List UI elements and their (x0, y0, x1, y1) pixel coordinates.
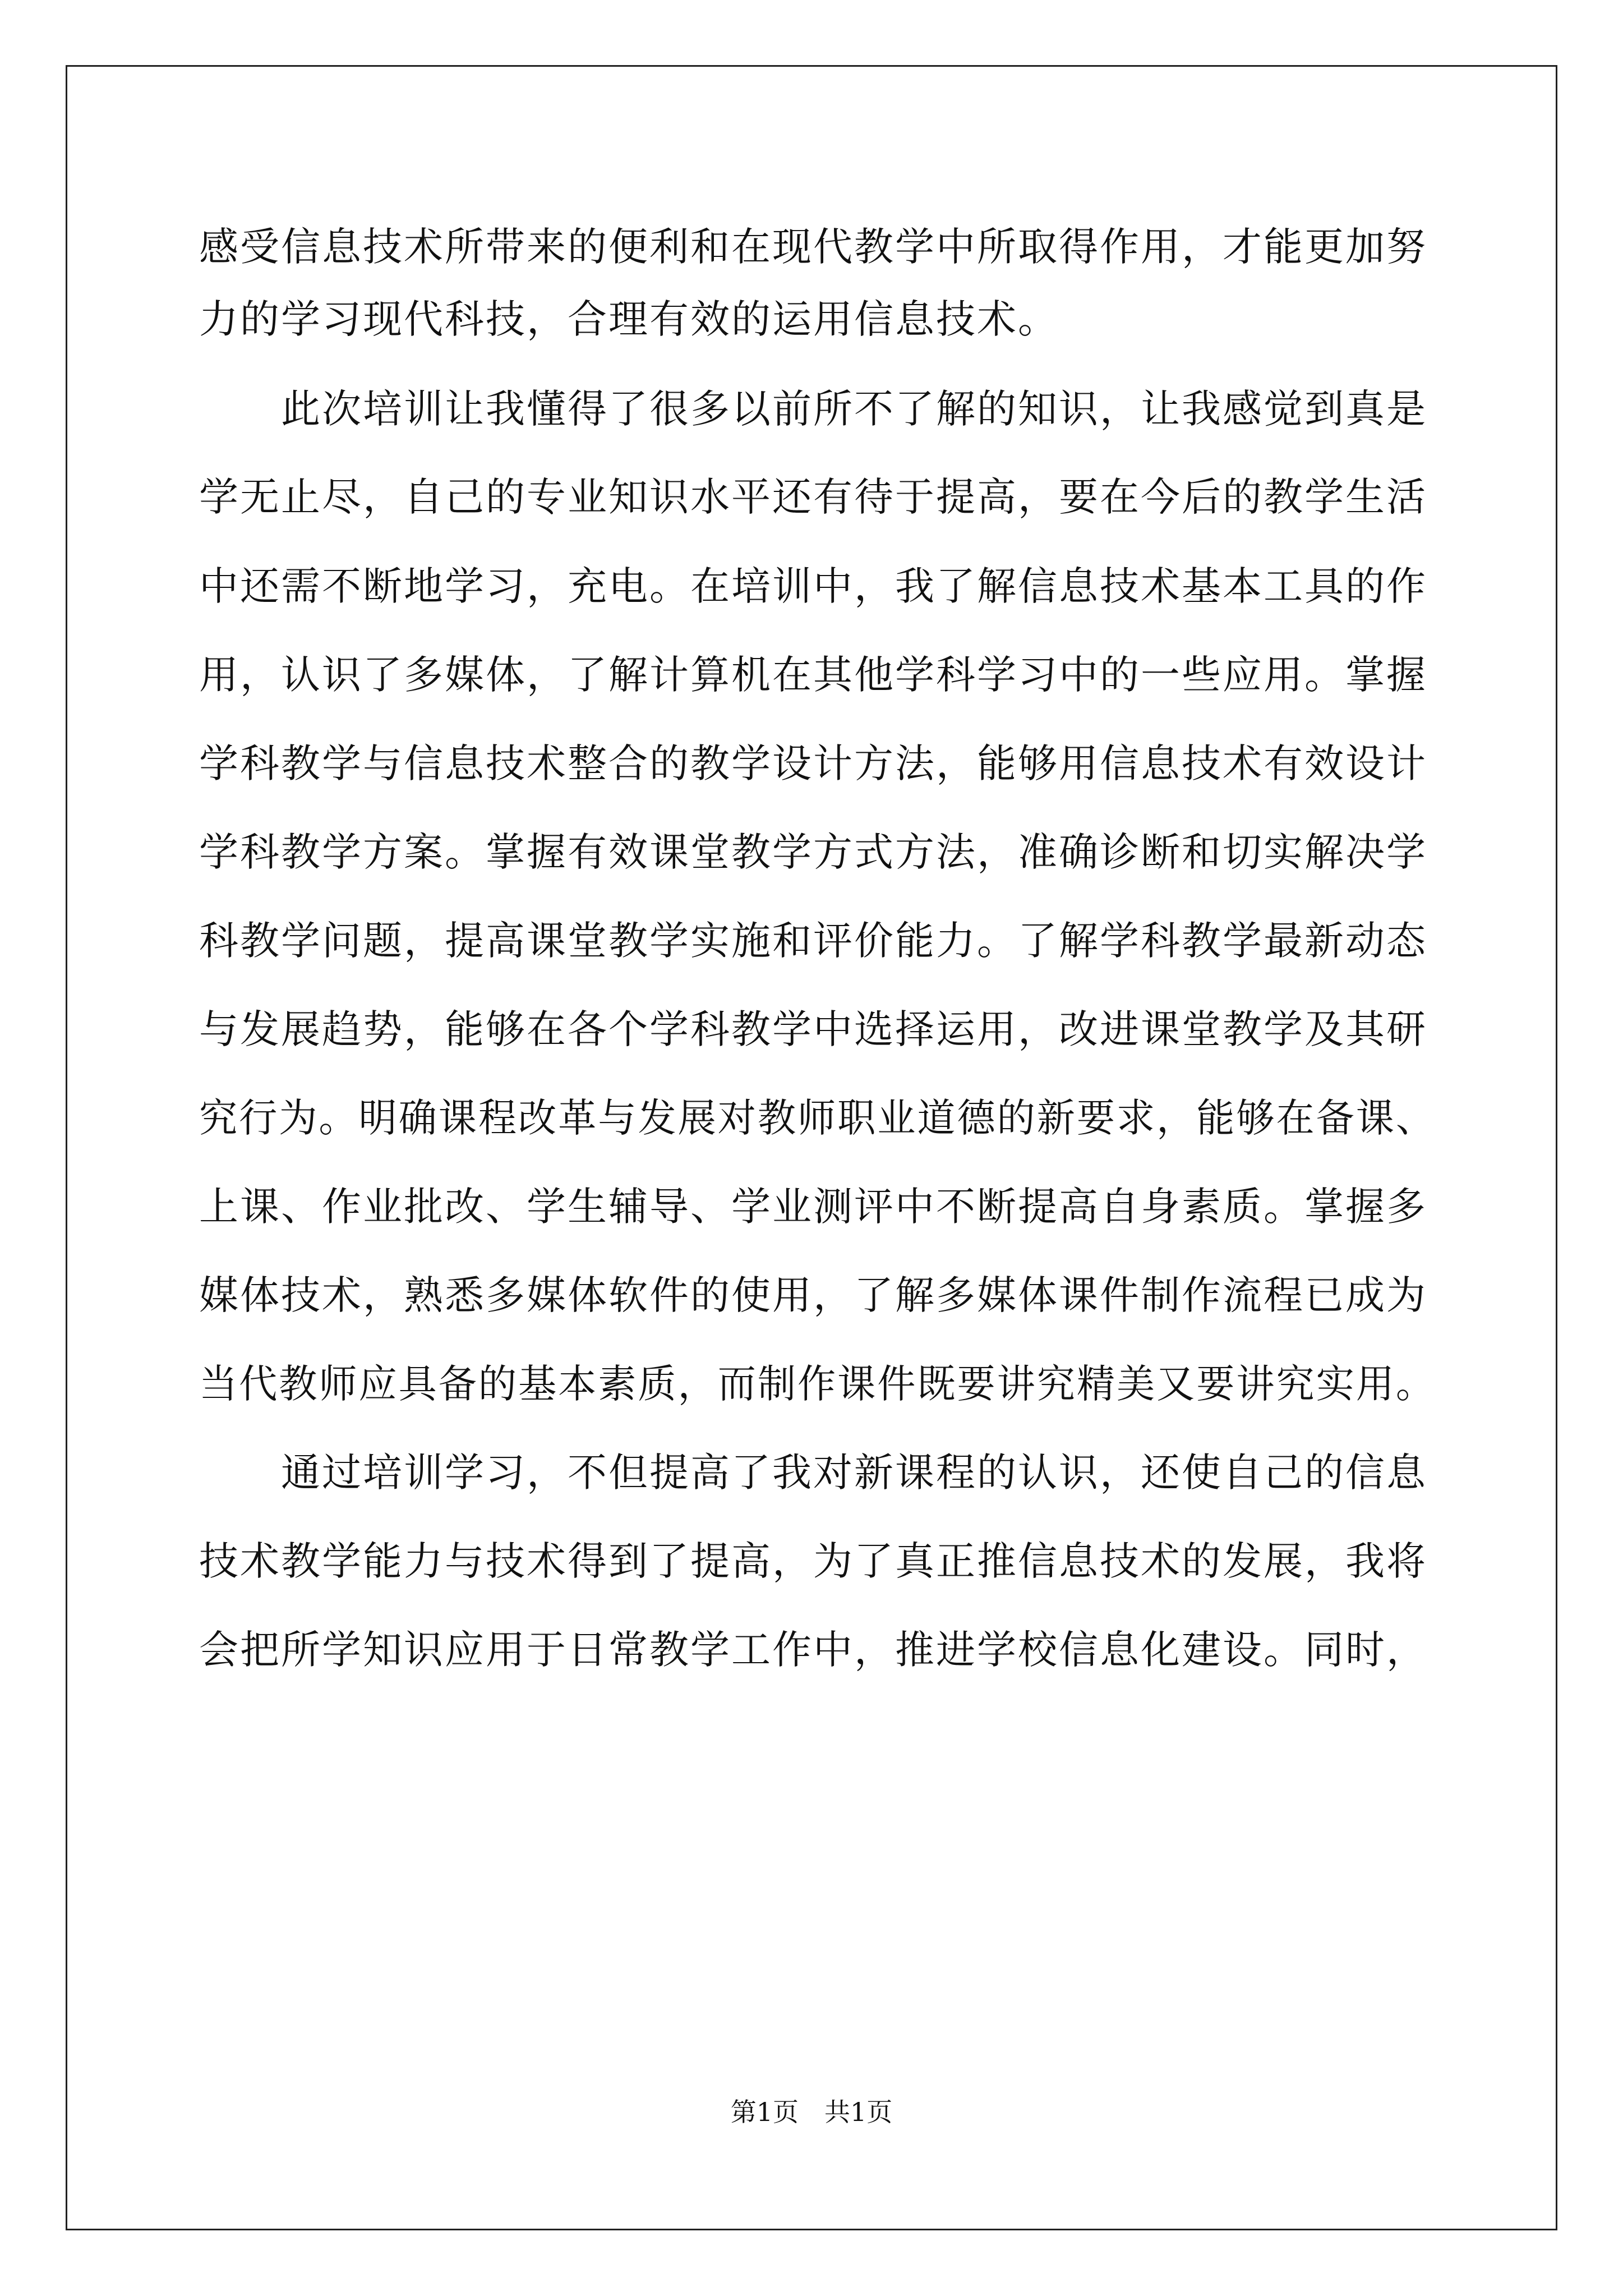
page-number-footer: 第1页 共1页 (730, 2097, 893, 2127)
text-line: 会把所学知识应用于日常教学工作中，推进学校信息化建设。同时， (199, 1627, 1427, 1673)
text-line: 与发展趋势，能够在各个学科教学中选择运用，改进课堂教学及其研 (199, 1006, 1427, 1052)
text-line: 通过培训学习，不但提高了我对新课程的认识，还使自己的信息 (199, 1450, 1427, 1496)
text-line: 此次培训让我懂得了很多以前所不了解的知识，让我感觉到真是 (199, 386, 1427, 432)
text-line: 学无止尽，自己的专业知识水平还有待于提高，要在今后的教学生活 (199, 474, 1427, 520)
text-line: 学科教学方案。掌握有效课堂教学方式方法，准确诊断和切实解决学 (199, 829, 1427, 875)
text-line: 感受信息技术所带来的便利和在现代教学中所取得作用，才能更加努 (199, 224, 1427, 270)
text-line: 力的学习现代科技，合理有效的运用信息技术。 (199, 296, 1059, 342)
text-line: 用，认识了多媒体，了解计算机在其他学科学习中的一些应用。掌握 (199, 652, 1427, 698)
text-line: 学科教学与信息技术整合的教学设计方法，能够用信息技术有效设计 (199, 740, 1427, 786)
text-line: 当代教师应具备的基本素质，而制作课件既要讲究精美又要讲究实用。 (199, 1361, 1436, 1407)
text-line: 科教学问题，提高课堂教学实施和评价能力。了解学科教学最新动态 (199, 918, 1427, 964)
text-line: 中还需不断地学习，充电。在培训中，我了解信息技术基本工具的作 (199, 563, 1427, 609)
text-line: 技术教学能力与技术得到了提高，为了真正推信息技术的发展，我将 (199, 1538, 1427, 1584)
text-line: 究行为。明确课程改革与发展对教师职业道德的新要求，能够在备课、 (199, 1095, 1436, 1141)
text-line: 上课、作业批改、学生辅导、学业测评中不断提高自身素质。掌握多 (199, 1184, 1427, 1230)
text-line: 媒体技术，熟悉多媒体软件的使用，了解多媒体课件制作流程已成为 (199, 1272, 1427, 1318)
